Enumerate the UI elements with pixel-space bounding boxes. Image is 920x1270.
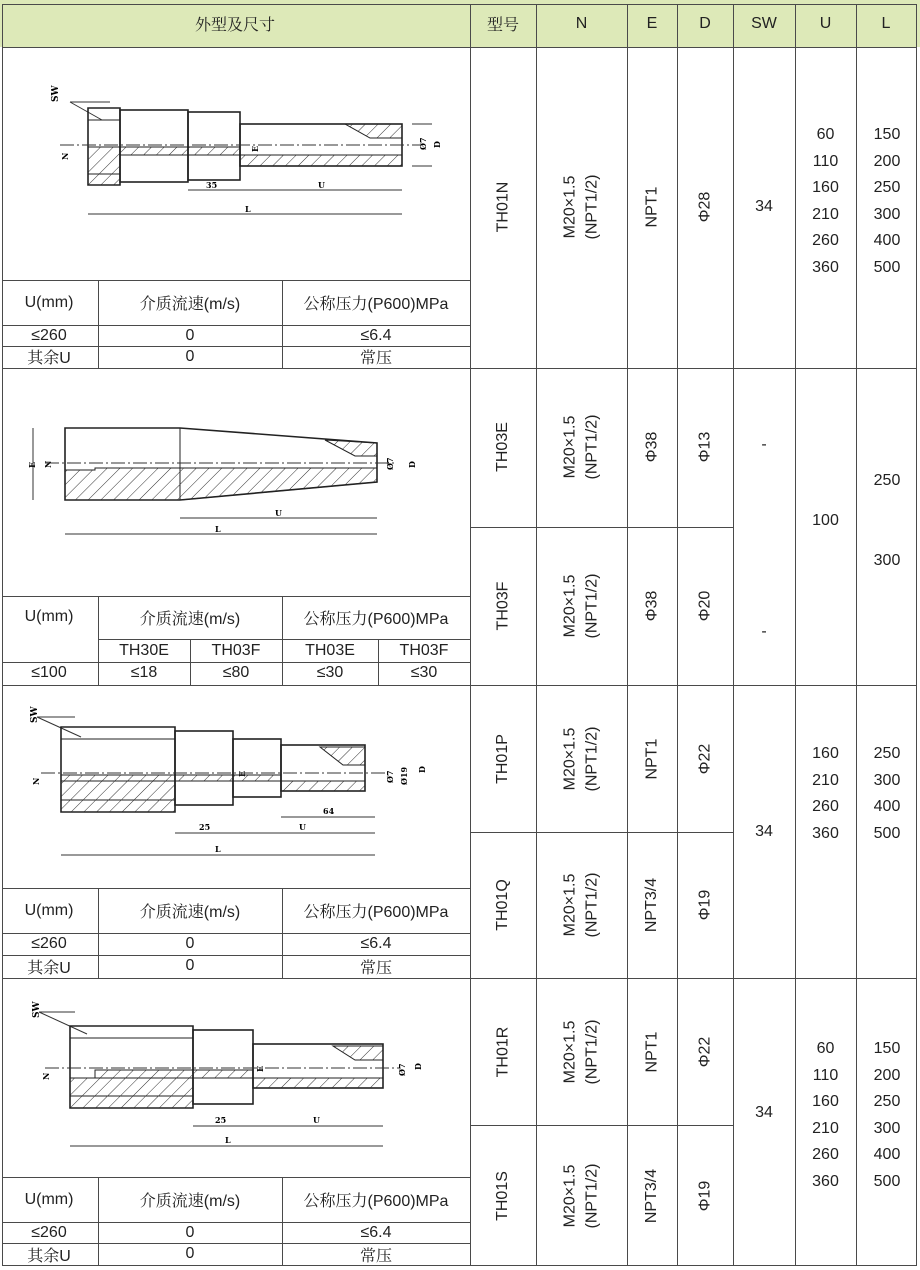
sub-cell: 0 [185, 347, 195, 365]
label-d: D [407, 461, 417, 468]
grid-line [470, 4, 471, 1266]
d-value: Φ19 [696, 1180, 713, 1211]
l-values: 150 200 250 300 400 500 [873, 126, 901, 276]
sub-cell: ≤30 [410, 664, 438, 681]
grid-line [282, 888, 283, 978]
sub-cell: 其余U [27, 350, 71, 367]
u-values: 60 110 160 210 260 360 [812, 1040, 839, 1190]
sub-header-velocity: 介质流速(m/s) [139, 296, 241, 313]
label-sw: SW [51, 85, 61, 102]
sub-header-u: U(mm) [24, 901, 74, 919]
grid-line [2, 685, 916, 686]
d-value: Φ22 [696, 743, 713, 775]
grid-line [916, 4, 917, 1266]
label-64: 64 [323, 806, 335, 816]
l-value: 250 [873, 472, 901, 489]
sub-model: TH03F [211, 642, 261, 659]
e-value: NPT1 [643, 738, 660, 780]
grid-line [98, 888, 99, 978]
grid-line [2, 47, 916, 48]
grid-line [98, 280, 99, 368]
grid-line [2, 596, 470, 597]
grid-line [2, 1177, 470, 1178]
d-value: Φ28 [696, 191, 713, 223]
label-d: D [413, 1063, 423, 1070]
grid-line [2, 933, 470, 934]
header-u: U [819, 14, 832, 32]
sub-cell: ≤100 [31, 664, 67, 681]
d-value: Φ22 [696, 1036, 713, 1068]
grid-line [98, 639, 470, 640]
header-d: D [699, 14, 711, 32]
model-th01s: TH01S [493, 1170, 511, 1221]
label-l: L [225, 1135, 231, 1145]
e-value: Φ38 [643, 431, 660, 463]
sub-header-pressure: 公称压力(P600)MPa [303, 1193, 449, 1210]
label-l: L [245, 204, 251, 214]
e-value: NPT1 [643, 1031, 660, 1073]
n-value: M20×1.5 (NPT1/2) [561, 1019, 601, 1085]
sub-cell: 常压 [359, 350, 392, 367]
grid-line [2, 888, 470, 889]
label-e: E [27, 461, 37, 468]
grid-line [470, 1125, 733, 1126]
sub-model: TH03F [399, 642, 449, 659]
l-value: 300 [873, 552, 901, 569]
sub-header-velocity: 介质流速(m/s) [139, 1193, 241, 1210]
grid-line [378, 639, 379, 685]
sub-cell: ≤6.4 [360, 935, 392, 952]
u-value: 100 [812, 512, 839, 529]
grid-line [2, 978, 916, 979]
grid-line [2, 368, 916, 369]
label-l: L [215, 844, 221, 854]
sub-cell: ≤80 [222, 664, 250, 681]
sub-cell: 其余U [27, 959, 71, 977]
label-n: N [31, 777, 41, 785]
u-values: 160 210 260 360 [812, 745, 839, 842]
grid-line [282, 1177, 283, 1266]
label-e: E [250, 145, 260, 152]
label-phi7: Ø7 [385, 457, 395, 470]
header-sw: SW [751, 14, 777, 32]
sub-cell: ≤260 [31, 326, 67, 344]
sub-cell: ≤6.4 [360, 326, 392, 344]
grid-line [2, 662, 470, 663]
header-shape: 外型及尺寸 [194, 17, 275, 34]
header-l: L [881, 14, 891, 32]
grid-line [2, 346, 470, 347]
sw-value: - [761, 436, 767, 453]
grid-line [2, 1265, 916, 1266]
grid-line [856, 4, 857, 1266]
d-value: Φ13 [696, 431, 713, 463]
grid-line [2, 4, 3, 1266]
u-values: 60 110 160 210 260 360 [812, 126, 839, 276]
label-n: N [43, 460, 53, 468]
label-n: N [41, 1072, 51, 1080]
label-e: E [255, 1065, 265, 1072]
model-th01q: TH01Q [493, 879, 511, 931]
e-value: NPT3/4 [643, 877, 660, 933]
label-u: U [299, 822, 306, 832]
sub-cell: ≤6.4 [360, 1223, 392, 1241]
n-value: M20×1.5 (NPT1/2) [561, 573, 601, 639]
sub-cell: 0 [185, 1223, 195, 1241]
label-phi19: Ø19 [399, 766, 409, 785]
sw-value: 34 [755, 823, 773, 840]
grid-line [282, 596, 283, 685]
grid-line [2, 1222, 470, 1223]
label-d: D [417, 766, 427, 773]
drawing-th01p [25, 705, 445, 865]
sub-header-velocity: 介质流速(m/s) [139, 610, 241, 628]
d-value: Φ20 [696, 590, 713, 622]
label-sw: SW [30, 706, 40, 723]
sub-cell: ≤260 [31, 1223, 67, 1241]
grid-line [2, 1243, 470, 1244]
sub-model: TH03E [305, 642, 355, 659]
sub-cell: ≤30 [316, 664, 344, 681]
n-value: M20×1.5 (NPT1/2) [561, 414, 601, 480]
grid-line [98, 596, 99, 685]
model-th01p: TH01P [493, 734, 511, 784]
sub-cell: 常压 [359, 959, 392, 977]
grid-line [627, 4, 628, 1266]
sub-header-pressure: 公称压力(P600)MPa [303, 904, 449, 921]
l-values: 150 200 250 300 400 500 [873, 1040, 901, 1190]
grid-line [190, 639, 191, 685]
sub-cell: ≤260 [31, 935, 67, 952]
label-phi7: Ø7 [418, 137, 428, 150]
label-phi7: Ø7 [385, 770, 395, 783]
sub-header-u: U(mm) [24, 608, 74, 625]
grid-line [536, 4, 537, 1266]
label-u: U [318, 180, 325, 190]
n-value: M20×1.5 (NPT1/2) [561, 726, 601, 792]
model-th01n: TH01N [494, 181, 511, 233]
sw-value: 34 [755, 198, 773, 215]
model-th01r: TH01R [494, 1026, 511, 1078]
grid-line [2, 4, 916, 5]
grid-line [677, 4, 678, 1266]
sub-model: TH30E [119, 642, 169, 659]
label-35: 35 [206, 180, 218, 190]
sub-cell: 常压 [359, 1247, 392, 1265]
l-values: 250 300 400 500 [873, 745, 901, 842]
e-value: NPT3/4 [643, 1168, 660, 1223]
drawing-th01r [25, 1000, 445, 1155]
sub-header-u: U(mm) [24, 1190, 74, 1208]
n-value: M20×1.5 (NPT1/2) [561, 872, 601, 938]
sub-cell: 0 [185, 326, 195, 344]
grid-line [2, 280, 470, 281]
sub-cell: 0 [185, 935, 195, 952]
sub-cell: 0 [185, 1245, 195, 1262]
header-n: N [575, 14, 588, 32]
grid-line [470, 832, 733, 833]
sub-header-velocity: 介质流速(m/s) [139, 904, 241, 921]
header-e: E [646, 14, 658, 32]
label-n: N [60, 152, 70, 160]
e-value: Φ38 [643, 590, 660, 622]
grid-line [733, 4, 734, 1266]
label-25: 25 [199, 822, 211, 832]
label-u: U [313, 1115, 320, 1125]
n-value: M20×1.5 (NPT1/2) [561, 174, 601, 240]
sub-cell: 0 [185, 957, 195, 974]
e-value: NPT1 [643, 186, 660, 228]
grid-line [282, 280, 283, 368]
grid-line [470, 527, 733, 528]
header-model: 型号 [486, 17, 519, 34]
drawing-th01n [40, 80, 460, 225]
sw-value: - [761, 623, 767, 640]
grid-line [2, 325, 470, 326]
sw-value: 34 [755, 1103, 773, 1121]
label-l: L [215, 524, 221, 534]
label-d: D [432, 141, 442, 148]
label-e: E [237, 770, 247, 777]
grid-line [98, 1177, 99, 1266]
drawing-th03 [25, 410, 445, 545]
model-th03f: TH03F [494, 581, 511, 631]
sub-cell: 其余U [27, 1247, 71, 1265]
label-25: 25 [215, 1115, 227, 1125]
label-phi7: Ø7 [397, 1063, 407, 1076]
grid-line [795, 4, 796, 1266]
label-u: U [275, 508, 282, 518]
model-th03e: TH03E [493, 422, 511, 472]
label-sw: SW [32, 1001, 42, 1018]
sub-header-pressure: 公称压力(P600)MPa [303, 296, 449, 313]
grid-line [2, 955, 470, 956]
d-value: Φ19 [696, 889, 713, 921]
sub-header-u: U(mm) [24, 293, 74, 311]
sub-header-pressure: 公称压力(P600)MPa [303, 610, 449, 628]
sub-cell: ≤18 [130, 664, 158, 681]
n-value: M20×1.5 (NPT1/2) [561, 1163, 601, 1228]
